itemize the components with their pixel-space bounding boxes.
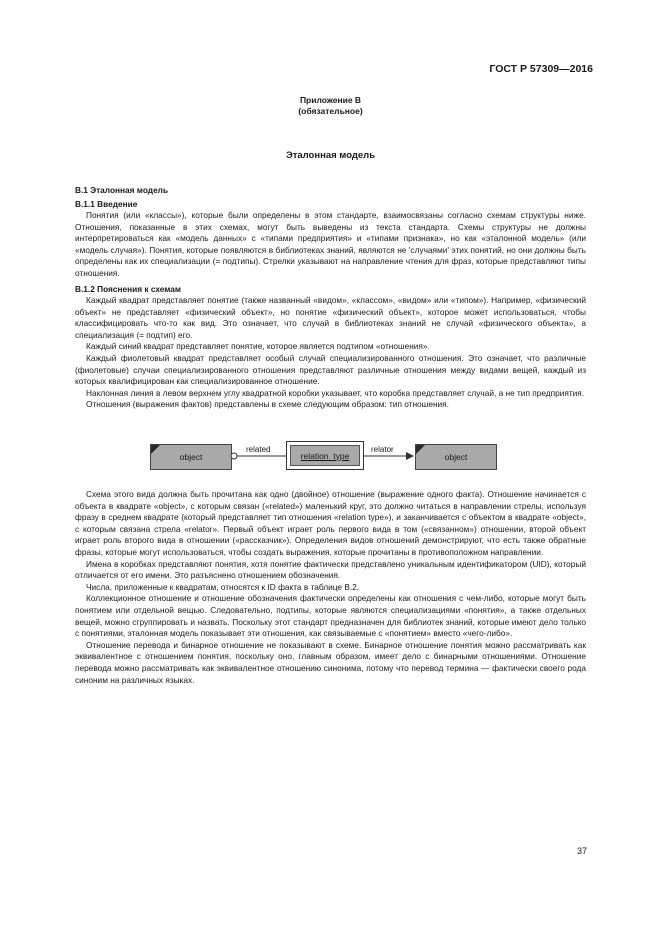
page-number: 37 [576,846,587,856]
heading-b12: В.1.2 Пояснения к схемам [75,284,182,294]
paragraph: Наклонная линия в левом верхнем углу квадратной коробки указывает, что коробка представляет случай, а не тип предприятия. [86,387,585,398]
paragraph: Имена в коробках представляют понятия, хотя понятие фактически представлено уникальным идентификатором (UID), который отличается от его имени. Это разъяснено отношением обозначения. [75,558,586,581]
annex-status: (обязательное) [298,106,363,116]
heading-b11: В.1.1 Введение [75,199,138,209]
relation-type-box [286,441,364,470]
paragraph: Числа, приложенные к квадратам, относятся к ID факта в таблице В.2. [86,581,360,592]
related-label: related [246,445,271,454]
intro-paragraph [75,210,586,280]
paragraph: Схема этого вида должна быть прочитана как одно (двойное) отношение (выражение одного факта). Отношение начинается с объекта в квадрате «object», с которым связан («related») маленький круг, это должно читаться в направлении стрелы, используя фразу в среднем квадрате (который представляет тип отношения «relation type»), и заканчивается с объектом в квадрате «object», с которым связана стрела «relator». Первый объект играет роль первого вида в том («связанном») отношении, второй объект играет роль второго вида в отношении («рассказчик»). Определения видов отношений демонстрируют, что есть также обратные фразы, которые могут использоваться, чтобы создать выражения, которые прочитаны в противоположном направлении. [75,489,586,557]
explanations-block-1 [75,295,586,411]
paragraph: Каждый квадрат представляет понятие (также названный «видом», «классом», «видом» или «типом»). Например, «физический объект» не представляет «физический объект», но понятие «физический объект», которое может использоваться, чтобы классифицировать что-то как вид. Это означает, что случай в библиотеках знаний не случай «физического объекта», а специализация (= подтип) его. [75,295,586,340]
relator-label: relator [371,445,394,454]
relation-type-label: relation_type [300,450,350,461]
paragraph: Коллекционное отношение и отношение обозначения фактически определены как отношения с чем-либо, которые могут быть понятием или отдельной вещью. Следовательно, подтипы, которые являются специализациями «понятия», а также отдельных вещей, можно сгруппировать и назвать. Поскольку этот стандарт предназначен для библиотек знаний, которые имеют дело только с понятиями, эталонная модель показывает эти отношения, как связываемые с «понятием» вместо «чего-либо». [75,593,586,639]
explanations-block-2 [75,489,586,686]
section-title: Эталонная модель [285,150,376,161]
paragraph: Каждый фиолетовый квадрат представляет особый случай специализированного отношения. Это означает, что различные (фиолетовые) случаи специализированного отношения представляют различные отношения между видами вещей, каждый из которых квалифицирован как специализированное отношение. [75,352,586,387]
object-box-label: object [179,452,203,462]
object-box-right [415,444,497,470]
paragraph: Отношения (выражения фактов) представлены в схеме следующим образом: тип отношения. [86,399,449,410]
relation-diagram [150,441,510,473]
standard-number: ГОСТ Р 57309—2016 [489,63,593,75]
intro-text: Понятия (или «классы»), которые были определены в этом стандарте, взаимосвязаны согласно схемам структуры ниже. Отношения, показанные в этих схемах, могут быть выведены из текста стандарта. Схемы структуры не должны интерпретироваться как «модель данных» с «типами предприятия» и «типами признака», но как «эталонной модель» (или «модель случая»). Понятия, которые появляются в библиотеках знаний, являются не 'случаями' этих понятий, но они должны быть определены как их специализации (= подтипы). Стрелки указывают на направление чтения для фраз, которые представляют типы отношения. [75,210,586,278]
object-box-label: object [444,452,468,462]
instance-corner-mark [416,445,425,454]
paragraph: Отношение перевода и бинарное отношение не показывают в схеме. Бинарное отношение понятия можно рассматривать как эквивалентное с отношением понятия, поскольку оно, главным образом, имеет дело с бинарными отношениями. Отношение перевода можно рассматривать как эквивалентное отношению синонима, потому что перевод термина — фактически своего рода синоним на различных языках. [75,639,586,685]
heading-b1: В.1 Эталонная модель [75,185,169,195]
annex-title: Приложение В [299,95,362,105]
paragraph: Каждый синий квадрат представляет понятие, которое является подтипом «отношения». [86,341,430,352]
